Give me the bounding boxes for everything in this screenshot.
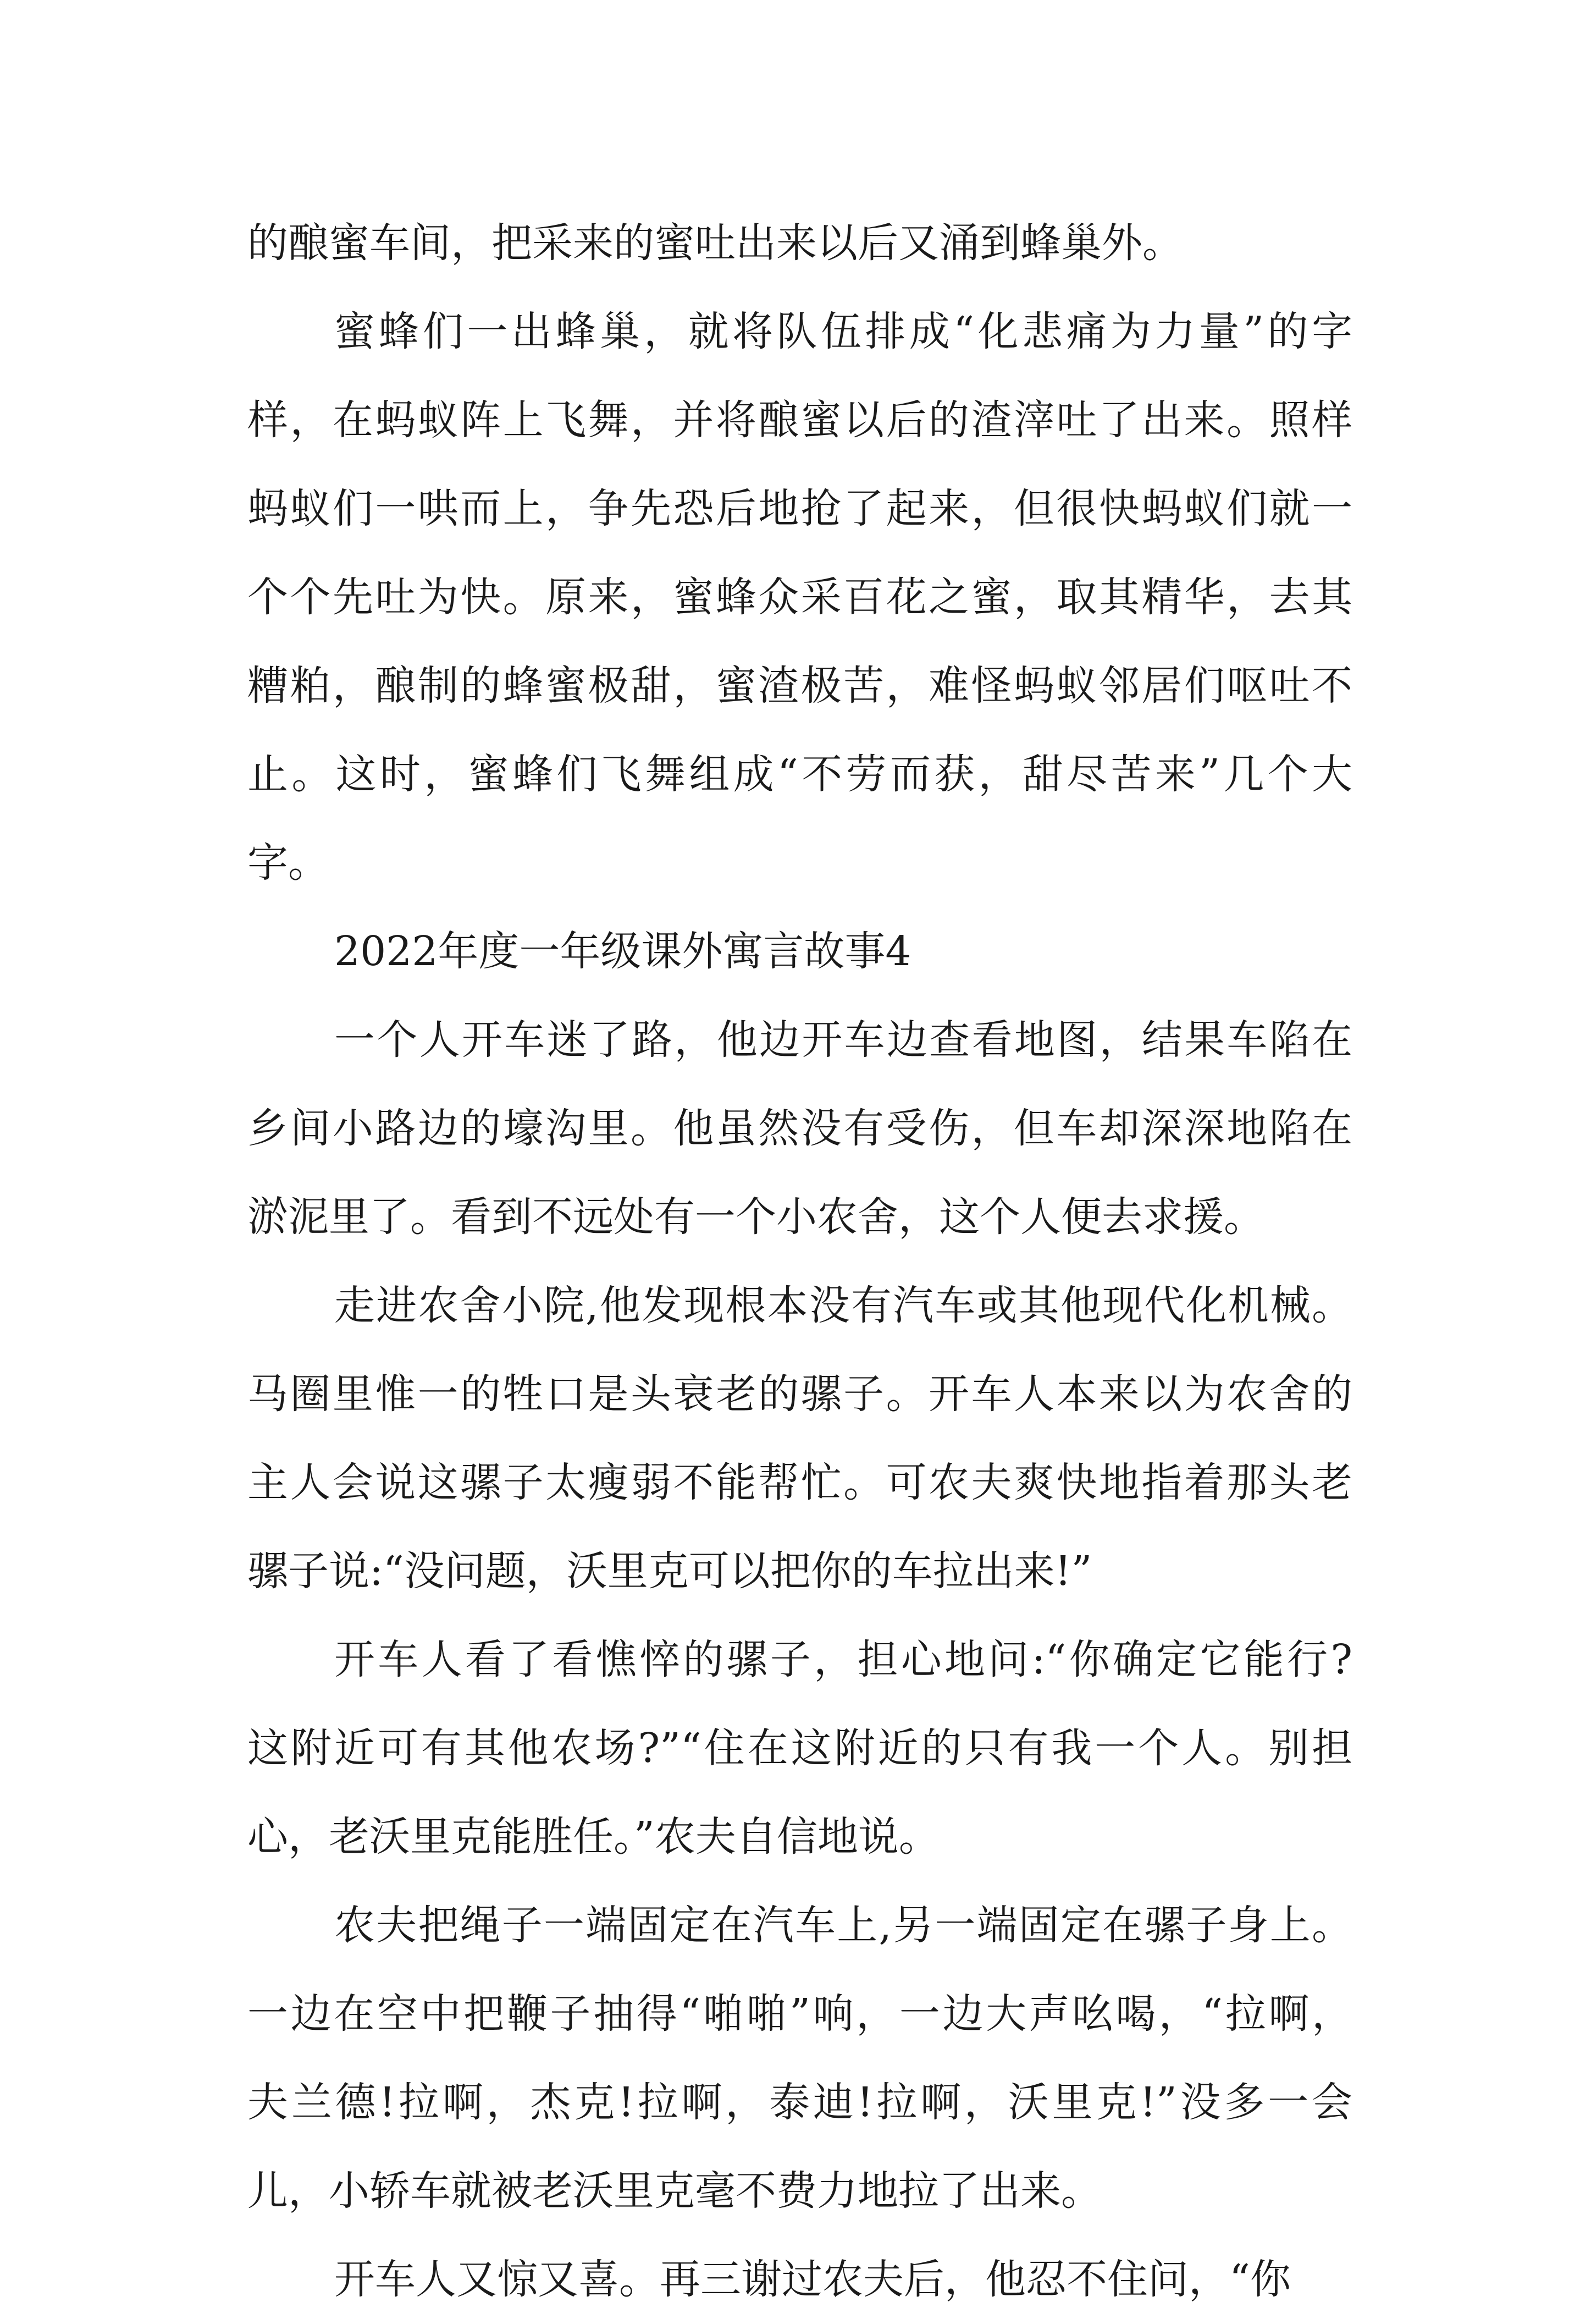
paragraph-line: 这附近可有其他农场?”“住在这附近的只有我一个人。别担 (247, 1725, 1352, 1772)
paragraph-line: 主人会说这骡子太瘦弱不能帮忙。可农夫爽快地指着那头老 (247, 1459, 1352, 1506)
paragraph-line: 夫兰德!拉啊，杰克!拉啊，泰迪!拉啊，沃里克!”没多一会 (247, 2079, 1352, 2126)
paragraph-line: 走进农舍小院,他发现根本没有汽车或其他现代化机械。 (334, 1282, 1352, 1329)
paragraph-line: 开车人又惊又喜。再三谢过农夫后，他忍不住问，“你 (334, 2256, 1291, 2303)
paragraph-line: 骡子说:“没问题，沃里克可以把你的车拉出来!” (247, 1548, 1092, 1595)
paragraph-line: 糟粕，酿制的蜂蜜极甜，蜜渣极苦，难怪蚂蚁邻居们呕吐不 (247, 662, 1352, 709)
paragraph-line: 的酿蜜车间，把采来的蜜吐出来以后又涌到蜂巢外。 (247, 219, 1183, 267)
paragraph-line: 一边在空中把鞭子抽得“啪啪”响，一边大声吆喝，“拉啊， (247, 1990, 1352, 2037)
paragraph-line: 字。 (247, 839, 329, 886)
paragraph-line: 乡间小路边的壕沟里。他虽然没有受伤，但车却深深地陷在 (247, 1105, 1352, 1152)
body-text (247, 199, 1352, 2324)
paragraph-line: 开车人看了看憔悴的骡子，担心地问:“你确定它能行? (334, 1636, 1352, 1683)
paragraph-line: 心，老沃里克能胜任。”农夫自信地说。 (247, 1813, 940, 1860)
paragraph-line: 止。这时，蜜蜂们飞舞组成“不劳而获，甜尽苦来”几个大 (247, 751, 1352, 798)
paragraph-line: 蜜蜂们一出蜂巢，就将队伍排成“化悲痛为力量”的字 (334, 308, 1352, 355)
paragraph-line: 一个人开车迷了路，他边开车边查看地图，结果车陷在 (334, 1016, 1352, 1064)
paragraph-line: 样，在蚂蚁阵上飞舞，并将酿蜜以后的渣滓吐了出来。照样 (247, 396, 1352, 444)
paragraph-line: 农夫把绳子一端固定在汽车上,另一端固定在骡子身上。 (334, 1902, 1352, 1949)
paragraph-line: 儿，小轿车就被老沃里克毫不费力地拉了出来。 (247, 2167, 1102, 2215)
paragraph-line: 蚂蚁们一哄而上，争先恐后地抢了起来，但很快蚂蚁们就一 (247, 485, 1352, 532)
paragraph-line: 个个先吐为快。原来，蜜蜂众采百花之蜜，取其精华，去其 (247, 574, 1352, 621)
paragraph-line: 淤泥里了。看到不远处有一个小农舍，这个人便去求援。 (247, 1193, 1264, 1241)
paragraph-line: 2022年度一年级课外寓言故事4 (334, 928, 911, 975)
paragraph-line: 马圈里惟一的牲口是头衰老的骡子。开车人本来以为农舍的 (247, 1370, 1352, 1418)
